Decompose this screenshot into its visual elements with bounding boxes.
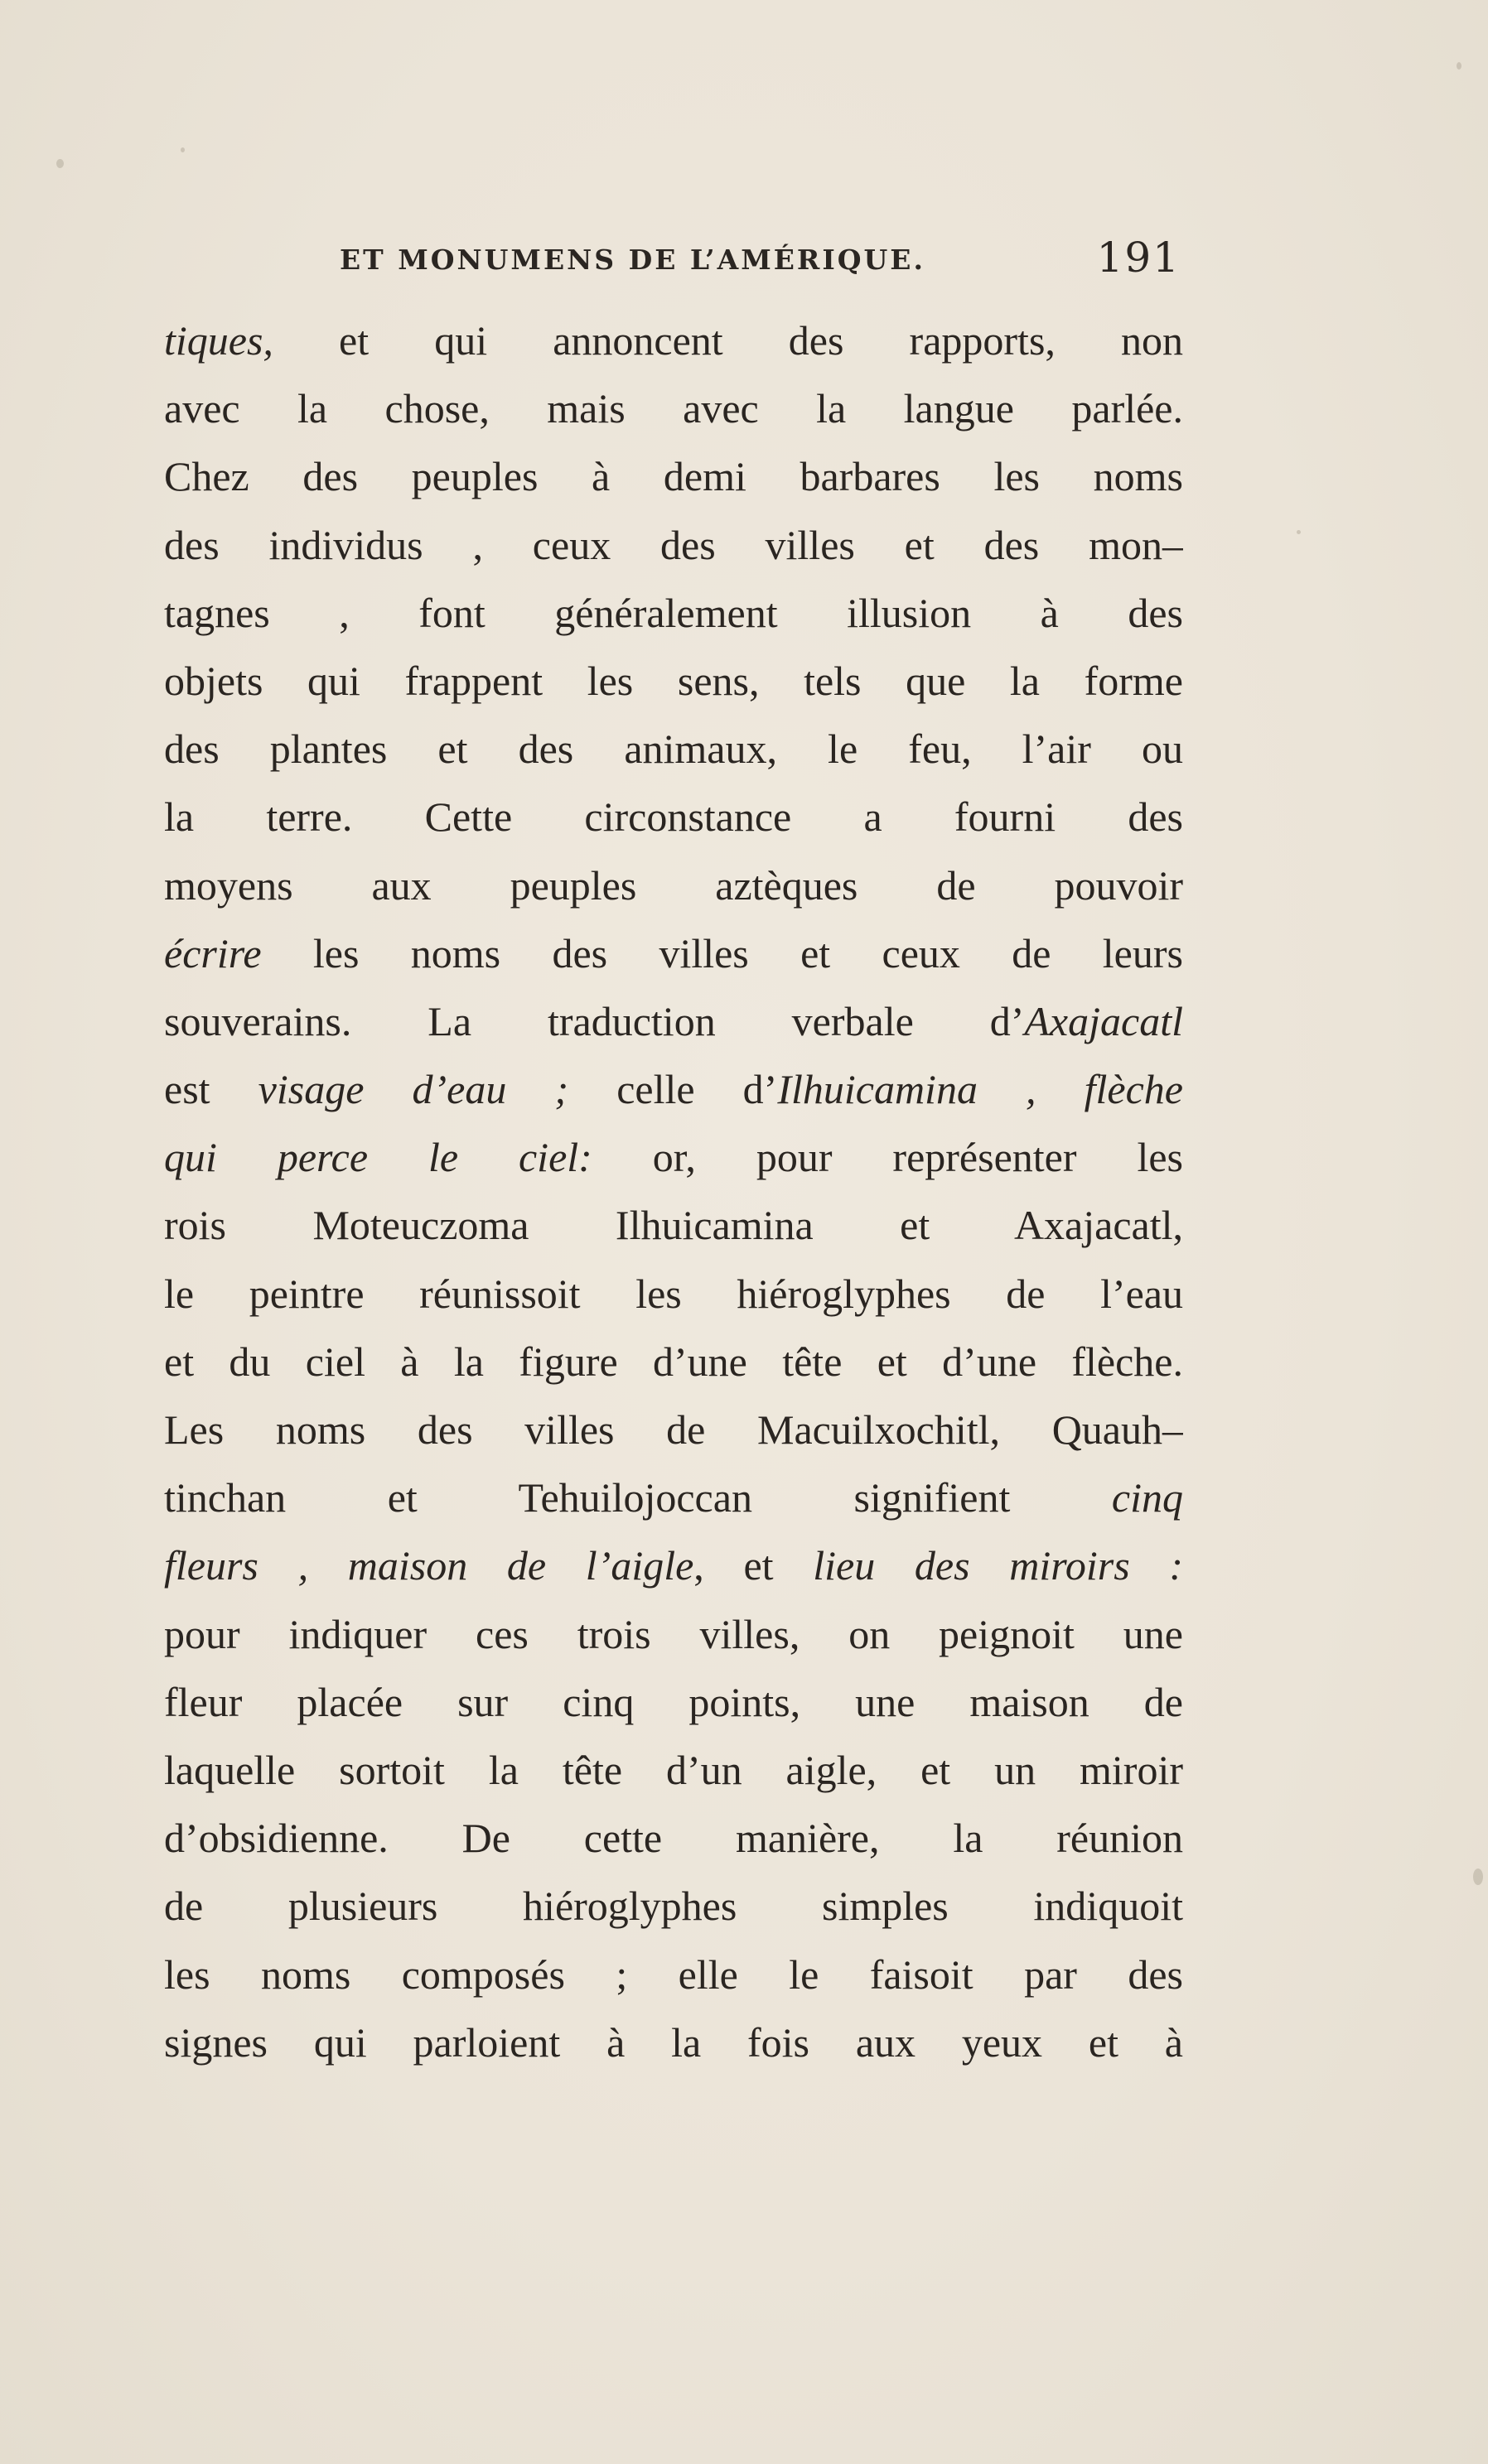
text-line (164, 783, 1183, 851)
text-line (164, 647, 1183, 715)
page-number: 191 (1096, 234, 1181, 282)
text-segment: de plusieurs hiéroglyphes simples indiquoit (164, 1883, 1183, 1930)
text-line (164, 1328, 1183, 1396)
text-line (164, 1531, 1183, 1599)
text-line (164, 1260, 1183, 1328)
italic-text: lieu des miroirs : (813, 1542, 1183, 1589)
text-segment: tinchan et Tehuilojoccan signifient (164, 1474, 1112, 1521)
text-line (164, 374, 1183, 442)
text-segment: pour indiquer ces trois villes, on peignoit une (164, 1610, 1183, 1657)
text-segment: les noms des villes et ceux de leurs (261, 929, 1183, 976)
text-segment: le peintre réunissoit les hiéroglyphes de l’eau (164, 1270, 1183, 1317)
paper-speck (181, 147, 185, 152)
text-line (164, 1191, 1183, 1259)
paper-speck (56, 159, 64, 168)
text-line (164, 987, 1183, 1055)
text-segment: signes qui parloient à la fois aux yeux et à (164, 2018, 1183, 2066)
text-line (164, 1736, 1183, 1804)
italic-text: qui perce le ciel: (164, 1134, 592, 1181)
text-line (164, 306, 1183, 374)
text-segment: tagnes , font généralement illusion à des (164, 589, 1183, 636)
text-line (164, 1055, 1183, 1123)
text-line (164, 1804, 1183, 1872)
text-line (164, 1941, 1183, 2008)
text-line (164, 579, 1183, 647)
text-segment: souverains. La traduction verbale d’ (164, 997, 1025, 1044)
italic-text: fleurs , maison de l’aigle (164, 1542, 694, 1589)
text-segment: avec la chose, mais avec la langue parlée. (164, 385, 1183, 432)
paper-speck (1457, 62, 1461, 70)
italic-text: tiques, (164, 317, 273, 364)
text-segment: d’obsidienne. De cette manière, la réunion (164, 1815, 1183, 1862)
text-segment: est (164, 1066, 258, 1113)
text-segment: fleur placée sur cinq points, une maison de (164, 1678, 1183, 1725)
italic-text: Axajacatl (1024, 997, 1183, 1044)
text-segment: objets qui frappent les sens, tels que la forme (164, 657, 1183, 704)
text-segment: la terre. Cette circonstance a fourni des (164, 793, 1183, 841)
text-line (164, 511, 1183, 579)
text-segment: les noms composés ; elle le faisoit par des (164, 1950, 1183, 1998)
paper-speck (1297, 530, 1301, 534)
text-line (164, 2008, 1183, 2076)
text-segment: des plantes et des animaux, le feu, l’air ou (164, 726, 1183, 773)
text-line (164, 1600, 1183, 1668)
italic-text: Ilhuicamina , flèche (777, 1066, 1183, 1113)
text-line (164, 442, 1183, 510)
italic-text: cinq (1111, 1474, 1183, 1521)
text-segment: Chez des peuples à demi barbares les noms (164, 453, 1183, 500)
text-line (164, 851, 1183, 919)
text-line (164, 1668, 1183, 1736)
text-segment: moyens aux peuples aztèques de pouvoir (164, 861, 1183, 909)
text-segment: laquelle sortoit la tête d’un aigle, et un miroir (164, 1746, 1183, 1793)
text-segment: des individus , ceux des villes et des mon– (164, 521, 1183, 568)
text-line (164, 1396, 1183, 1463)
page-header (315, 234, 1181, 292)
text-segment: celle d’ (568, 1066, 778, 1113)
text-line (164, 1463, 1183, 1531)
text-segment: or, pour représenter les (592, 1134, 1183, 1181)
running-head: ET MONUMENS DE L’AMÉRIQUE. (340, 244, 925, 276)
text-segment: et qui annoncent des rapports, non (273, 317, 1183, 364)
body-text (164, 306, 1183, 2076)
text-line (164, 919, 1183, 987)
text-segment: , et (693, 1542, 814, 1589)
text-line (164, 1872, 1183, 1940)
italic-text: visage d’eau ; (258, 1066, 569, 1113)
text-segment: et du ciel à la figure d’une tête et d’une flèche. (164, 1338, 1183, 1385)
text-segment: Les noms des villes de Macuilxochitl, Quauh– (164, 1406, 1183, 1453)
italic-text: écrire (164, 929, 262, 976)
text-line (164, 715, 1183, 783)
text-line (164, 1123, 1183, 1191)
text-segment: rois Moteuczoma Ilhuicamina et Axajacatl, (164, 1202, 1183, 1249)
paper-speck (1473, 1868, 1483, 1885)
